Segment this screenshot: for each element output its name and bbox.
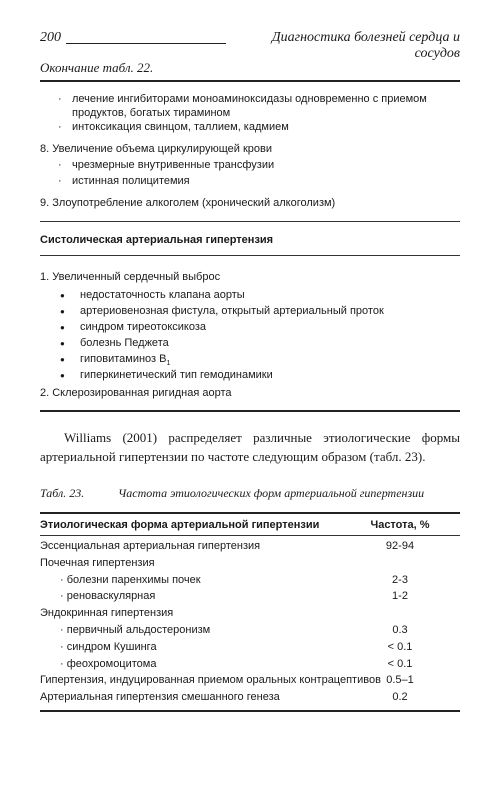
bullet-icon	[60, 368, 65, 383]
section-heading: Систолическая артериальная гипертензия	[40, 234, 274, 246]
table-row-frequency: 2-3	[392, 573, 408, 586]
table-caption-title: Частота этиологических форм артериальной гипертензии	[118, 486, 425, 500]
table-row-form: · синдром Кушинга	[60, 640, 157, 653]
table-row-form: Эндокринная гипертензия	[40, 607, 174, 620]
group-heading: 1. Увеличенный сердечный выброс	[40, 271, 221, 283]
bullet-icon: ·	[60, 657, 67, 670]
bullet-icon: ·	[60, 640, 67, 653]
list-item: · истинная полицитемия	[64, 174, 190, 188]
table-header-form: Этиологическая форма артериальной гипертензии	[40, 519, 320, 531]
group-heading: 8. Увеличение объема циркулирующей крови	[40, 143, 273, 155]
list-item: ● артериовенозная фистула, открытый артериальный проток	[60, 304, 384, 318]
table-row-frequency: < 0.1	[387, 657, 413, 670]
bullet-icon	[60, 288, 65, 303]
table-row-form: Гипертензия, индуцированная приемом оральных контрацептивов	[40, 674, 381, 687]
table-header-frequency: Частота, %	[370, 519, 430, 531]
bullet-icon: ·	[60, 590, 67, 603]
running-title: Диагностика болезней сердца и сосудов	[271, 30, 460, 61]
table-row-form: · болезни паренхимы почек	[60, 573, 201, 586]
table-header-rule	[40, 535, 460, 536]
table-row-frequency: 1-2	[392, 590, 408, 603]
table-row-form: Почечная гипертензия	[40, 556, 155, 569]
bullet-icon	[60, 304, 65, 319]
table-bottom-rule	[40, 410, 460, 412]
header-rule	[66, 43, 226, 44]
bullet-icon	[58, 174, 62, 188]
table-row-frequency: < 0.1	[387, 640, 413, 653]
bullet-icon	[58, 120, 62, 134]
table-row-form: · реноваскулярная	[60, 590, 156, 603]
bullet-icon: ·	[60, 573, 67, 586]
table-row-form: Эссенциальная артериальная гипертензия	[40, 540, 261, 552]
table-continuation-label: Окончание табл. 22.	[40, 60, 154, 75]
table-row-frequency: 0.5–1	[386, 674, 414, 687]
table-bottom-rule	[40, 710, 460, 712]
list-item: ● болезнь Педжета	[60, 336, 169, 350]
list-item: · интоксикация свинцом, таллием, кадмием	[64, 120, 444, 134]
list-item: · чрезмерные внутривенные трансфузии	[64, 158, 274, 172]
page-number: 200	[40, 30, 61, 45]
group-heading: 9. Злоупотребление алкоголем (хронический алкоголизм)	[40, 197, 336, 209]
table-row-form: · первичный альдостеронизм	[60, 624, 211, 636]
section-rule	[40, 221, 460, 222]
list-item: ● синдром тиреотоксикоза	[60, 320, 206, 334]
list-item: · лечение ингибиторами моноаминоксидазы одновременно с приемом продуктов, богатых тирамином	[64, 92, 444, 120]
table-row-frequency: 0.2	[392, 691, 408, 704]
section-rule	[40, 255, 460, 256]
bullet-icon: ·	[60, 624, 67, 636]
body-paragraph: Williams (2001) распределяет различные этиологические формы артериальной гипертензии по частоте следующим образом (табл. 23).	[40, 430, 460, 464]
list-item: ● недостаточность клапана аорты	[60, 288, 245, 302]
table-row-frequency: 0.3	[392, 624, 408, 636]
bullet-icon	[58, 158, 62, 172]
table-top-rule	[40, 512, 460, 514]
table-row-form: · феохромоцитома	[60, 657, 157, 670]
bullet-icon	[58, 92, 62, 106]
list-item: ● гиперкинетический тип гемодинамики	[60, 368, 273, 382]
bullet-icon	[60, 336, 65, 351]
list-item: ● гиповитаминоз $B_1$	[60, 352, 170, 371]
table-row-frequency: 92-94	[385, 540, 415, 552]
group-heading: 2. Склерозированная ригидная аорта	[40, 387, 232, 399]
table-caption-label: Табл. 23.	[40, 486, 85, 500]
table-row-form: Артериальная гипертензия смешанного генеза	[40, 691, 280, 704]
bullet-icon	[60, 352, 65, 367]
bullet-icon	[60, 320, 65, 335]
table-top-rule	[40, 80, 460, 82]
